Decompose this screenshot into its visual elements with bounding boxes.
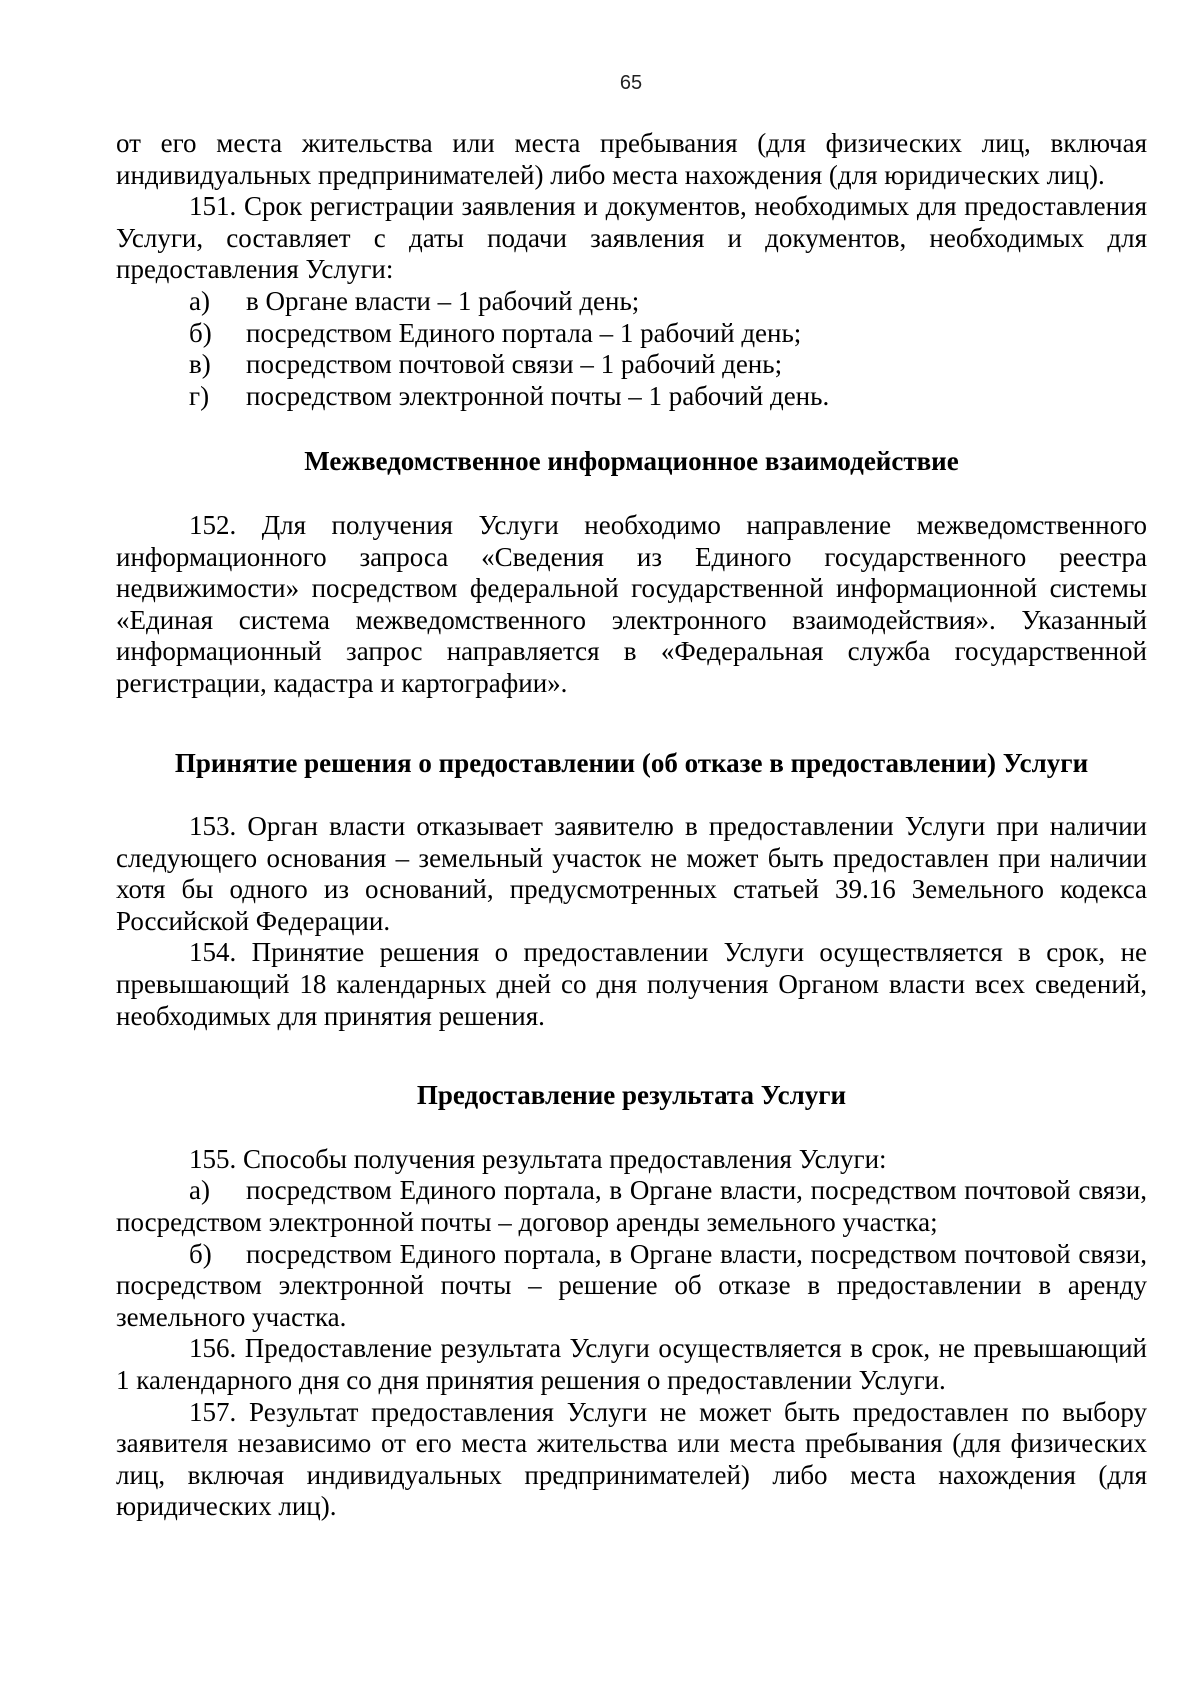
list-item-151-g xyxy=(116,381,1147,413)
document-body xyxy=(116,128,1147,1523)
paragraph-156: 156. Предоставление результата Услуги осуществляется в срок, не превышающий 1 календарного дня со дня принятия решения о предоставлении Услуги. xyxy=(116,1333,1147,1395)
list-item-151-v xyxy=(116,349,1147,381)
list-marker: а) xyxy=(189,285,210,316)
paragraph-152: 152. Для получения Услуги необходимо направление межведомственного информационного запроса «Сведения из Единого государственного реестра недвижимости» посредством федеральной государственной информационной системы «Единая система межведомственного электронного взаимодействия». Указанный информационный запрос направляется в «Федеральная служба государственной регистрации, кадастра и картографии». xyxy=(116,509,1147,698)
paragraph-151: 151. Срок регистрации заявления и документов, необходимых для предоставления Услуги, составляет с даты подачи заявления и документов, необходимых для предоставления Услуги: xyxy=(116,191,1147,285)
spacer xyxy=(116,1032,1147,1080)
paragraph-continuation: от его места жительства или места пребывания (для физических лиц, включая индивидуальных предпринимателей) либо места нахождения (для юридических лиц). xyxy=(116,128,1147,190)
list-text: посредством почтовой связи – 1 рабочий день; xyxy=(246,349,783,380)
section-heading-interagency: Межведомственное информационное взаимодействие xyxy=(304,446,959,477)
list-marker: б) xyxy=(189,1238,212,1269)
list-marker: а) xyxy=(189,1175,210,1206)
list-item-155-b xyxy=(116,1239,1147,1334)
list-marker: б) xyxy=(189,317,212,348)
list-text: посредством Единого портала – 1 рабочий день; xyxy=(246,317,802,348)
spacer xyxy=(116,1112,1147,1144)
spacer xyxy=(116,779,1147,811)
list-marker: в) xyxy=(189,349,211,380)
section-heading-decision: Принятие решения о предоставлении (об отказе в предоставлении) Услуги xyxy=(174,747,1089,778)
list-item-151-b xyxy=(116,318,1147,350)
list-text: посредством Единого портала, в Органе власти, посредством почтовой связи, посредством электронной почты – договор аренды земельного участка; xyxy=(116,1175,1147,1238)
list-text: посредством электронной почты – 1 рабочий день. xyxy=(246,380,830,411)
page-number: 65 xyxy=(619,72,643,94)
list-text: посредством Единого портала, в Органе власти, посредством почтовой связи, посредством электронной почты – решение об отказе в предоставлении в аренду земельного участка. xyxy=(116,1238,1147,1332)
paragraph-154: 154. Принятие решения о предоставлении Услуги осуществляется в срок, не превышающий 18 календарных дней со дня получения Органом власти всех сведений, необходимых для принятия решения. xyxy=(116,937,1147,1031)
spacer xyxy=(116,412,1147,446)
list-item-151-a xyxy=(116,286,1147,318)
spacer xyxy=(116,478,1147,510)
spacer xyxy=(116,700,1147,748)
list-marker: г) xyxy=(189,380,210,411)
list-item-155-a xyxy=(116,1175,1147,1238)
paragraph-153: 153. Орган власти отказывает заявителю в предоставлении Услуги при наличии следующего основания – земельный участок не может быть предоставлен при наличии хотя бы одного из оснований, предусмотренных статьей 39.16 Земельного кодекса Российской Федерации. xyxy=(116,811,1147,936)
paragraph-157: 157. Результат предоставления Услуги не может быть предоставлен по выбору заявителя независимо от его места жительства или места пребывания (для физических лиц, включая индивидуальных предпринимателей) либо места нахождения (для юридических лиц). xyxy=(116,1396,1147,1522)
paragraph-155: 155. Способы получения результата предоставления Услуги: xyxy=(189,1143,887,1174)
section-heading-result: Предоставление результата Услуги xyxy=(416,1080,847,1111)
list-text: в Органе власти – 1 рабочий день; xyxy=(246,285,640,316)
